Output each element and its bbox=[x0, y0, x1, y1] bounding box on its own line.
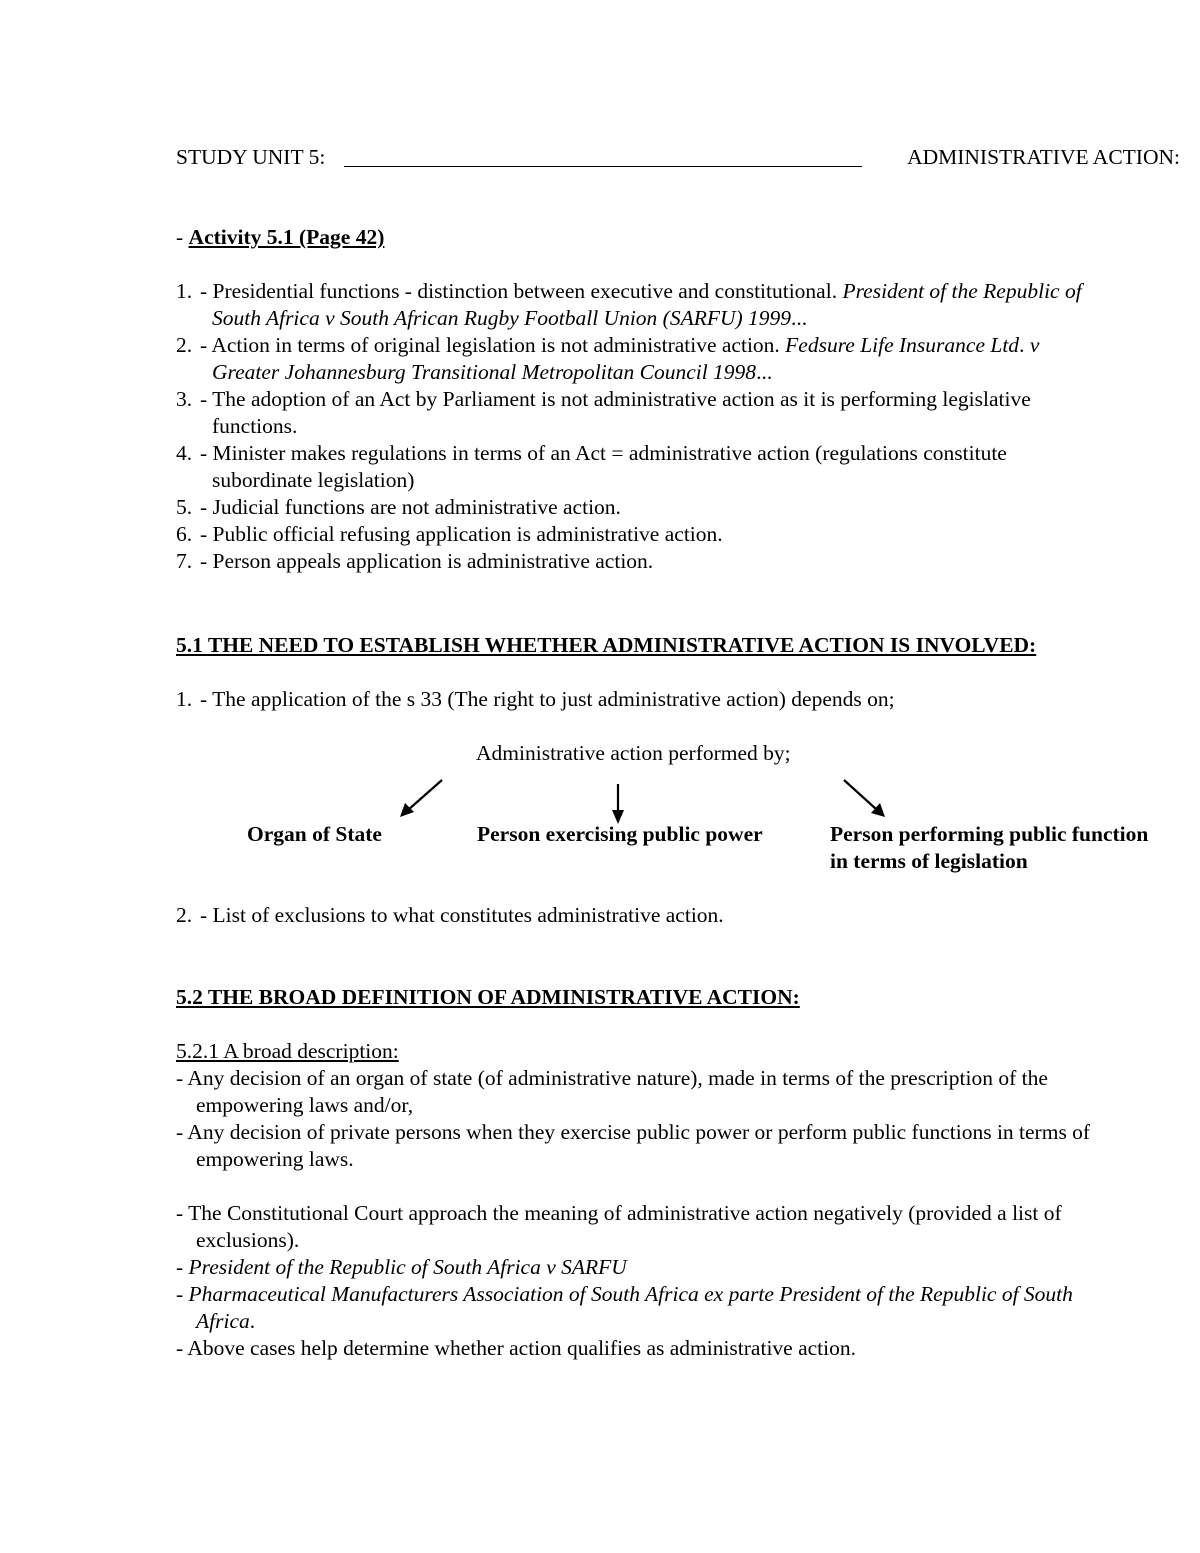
item-number: 6. bbox=[176, 522, 193, 546]
arrow-down-left-icon bbox=[396, 776, 448, 820]
arrow-down-icon bbox=[608, 782, 628, 826]
item-text: - Public official refusing application is administrative action. bbox=[200, 522, 723, 546]
diagram-organ-of-state: Organ of State bbox=[247, 822, 382, 846]
case-citation: Pharmaceutical Manufacturers Association of South Africa ex parte President of the Republic of South bbox=[188, 1282, 1073, 1306]
item-text: - Presidential functions - distinction between executive and constitutional. bbox=[200, 279, 843, 303]
case-citation: Fedsure Life Insurance Ltd bbox=[785, 333, 1020, 357]
ellipsis: ... bbox=[791, 306, 808, 330]
activity-heading bbox=[176, 224, 384, 251]
case-citation-continued: South Africa v South African Rugby Football Union (SARFU) 1999 bbox=[212, 306, 792, 330]
definition-bullet-2 bbox=[176, 1119, 1180, 1173]
item-text-continued: subordinate legislation) bbox=[212, 468, 415, 492]
definition-bullet-4 bbox=[176, 1254, 1180, 1281]
activity-title: Activity 5.1 (Page 42) bbox=[188, 225, 385, 249]
definition-bullet-5 bbox=[176, 1281, 1180, 1335]
case-citation: President of the Republic of bbox=[842, 279, 1082, 303]
header-topic-label: ADMINISTRATIVE ACTION: bbox=[907, 145, 1180, 169]
definition-bullet-3 bbox=[176, 1200, 1180, 1254]
case-citation: President of the Republic of South Africa v SARFU bbox=[188, 1255, 627, 1279]
section-5-2-heading: 5.2 THE BROAD DEFINITION OF ADMINISTRATIVE ACTION: bbox=[176, 985, 800, 1009]
case-citation-continued: Africa bbox=[196, 1309, 250, 1333]
ellipsis: ... bbox=[756, 360, 773, 384]
activity-prefix: - bbox=[176, 225, 189, 249]
document-header bbox=[176, 144, 1180, 171]
header-underline-rule bbox=[344, 166, 862, 167]
diagram-caption: Administrative action performed by; bbox=[476, 741, 791, 765]
item-number: 7. bbox=[176, 549, 193, 573]
section-5-1-heading: 5.1 THE NEED TO ESTABLISH WHETHER ADMINISTRATIVE ACTION IS INVOLVED: bbox=[176, 633, 1037, 657]
item-text-continued: functions. bbox=[212, 414, 298, 438]
study-unit-label: STUDY UNIT 5: bbox=[176, 145, 326, 169]
bullet-text-continued: empowering laws and/or, bbox=[196, 1093, 414, 1117]
item-number: 2. bbox=[176, 333, 193, 357]
item-text: - The adoption of an Act by Parliament is not administrative action as it is performing legislative bbox=[200, 387, 1031, 411]
item-text: - Minister makes regulations in terms of an Act = administrative action (regulations constitute bbox=[200, 441, 1007, 465]
item-number: 1. bbox=[176, 687, 193, 711]
item-text: - Person appeals application is administrative action. bbox=[200, 549, 654, 573]
item-number: 4. bbox=[176, 441, 193, 465]
bullet-text-continued: empowering laws. bbox=[196, 1147, 354, 1171]
case-citation-period: . bbox=[249, 1309, 256, 1333]
bullet-text: - The Constitutional Court approach the meaning of administrative action negatively (provided a list of bbox=[176, 1201, 1062, 1225]
item-text: - The application of the s 33 (The right to just administrative action) depends on; bbox=[200, 687, 895, 711]
section-5-2-1-subheading: 5.2.1 A broad description: bbox=[176, 1039, 399, 1063]
item-number: 3. bbox=[176, 387, 193, 411]
case-citation-dot: . bbox=[1019, 333, 1030, 357]
bullet-dash: - bbox=[176, 1282, 189, 1306]
item-number: 5. bbox=[176, 495, 193, 519]
item-text: - List of exclusions to what constitutes administrative action. bbox=[200, 903, 724, 927]
definition-bullet-6 bbox=[176, 1335, 1180, 1362]
diagram-person-public-function: Person performing public function bbox=[830, 822, 1149, 846]
case-citation-continued: Greater Johannesburg Transitional Metropolitan Council 1998 bbox=[212, 360, 757, 384]
case-citation-v: v bbox=[1029, 333, 1040, 357]
item-text: - Judicial functions are not administrative action. bbox=[200, 495, 621, 519]
arrow-down-right-icon bbox=[840, 776, 890, 820]
bullet-text: - Any decision of private persons when they exercise public power or perform public functions in terms of bbox=[176, 1120, 1091, 1144]
item-number: 1. bbox=[176, 279, 193, 303]
definition-bullet-1 bbox=[176, 1065, 1180, 1119]
item-text: - Action in terms of original legislation is not administrative action. bbox=[200, 333, 786, 357]
bullet-text: - Above cases help determine whether action qualifies as administrative action. bbox=[176, 1336, 857, 1360]
diagram-person-public-power: Person exercising public power bbox=[477, 822, 763, 846]
bullet-text-continued: exclusions). bbox=[196, 1228, 300, 1252]
bullet-text: - Any decision of an organ of state (of administrative nature), made in terms of the prescription of the bbox=[176, 1066, 1048, 1090]
item-number: 2. bbox=[176, 903, 193, 927]
bullet-dash: - bbox=[176, 1255, 189, 1279]
diagram-person-public-function-continued: in terms of legislation bbox=[830, 849, 1028, 873]
